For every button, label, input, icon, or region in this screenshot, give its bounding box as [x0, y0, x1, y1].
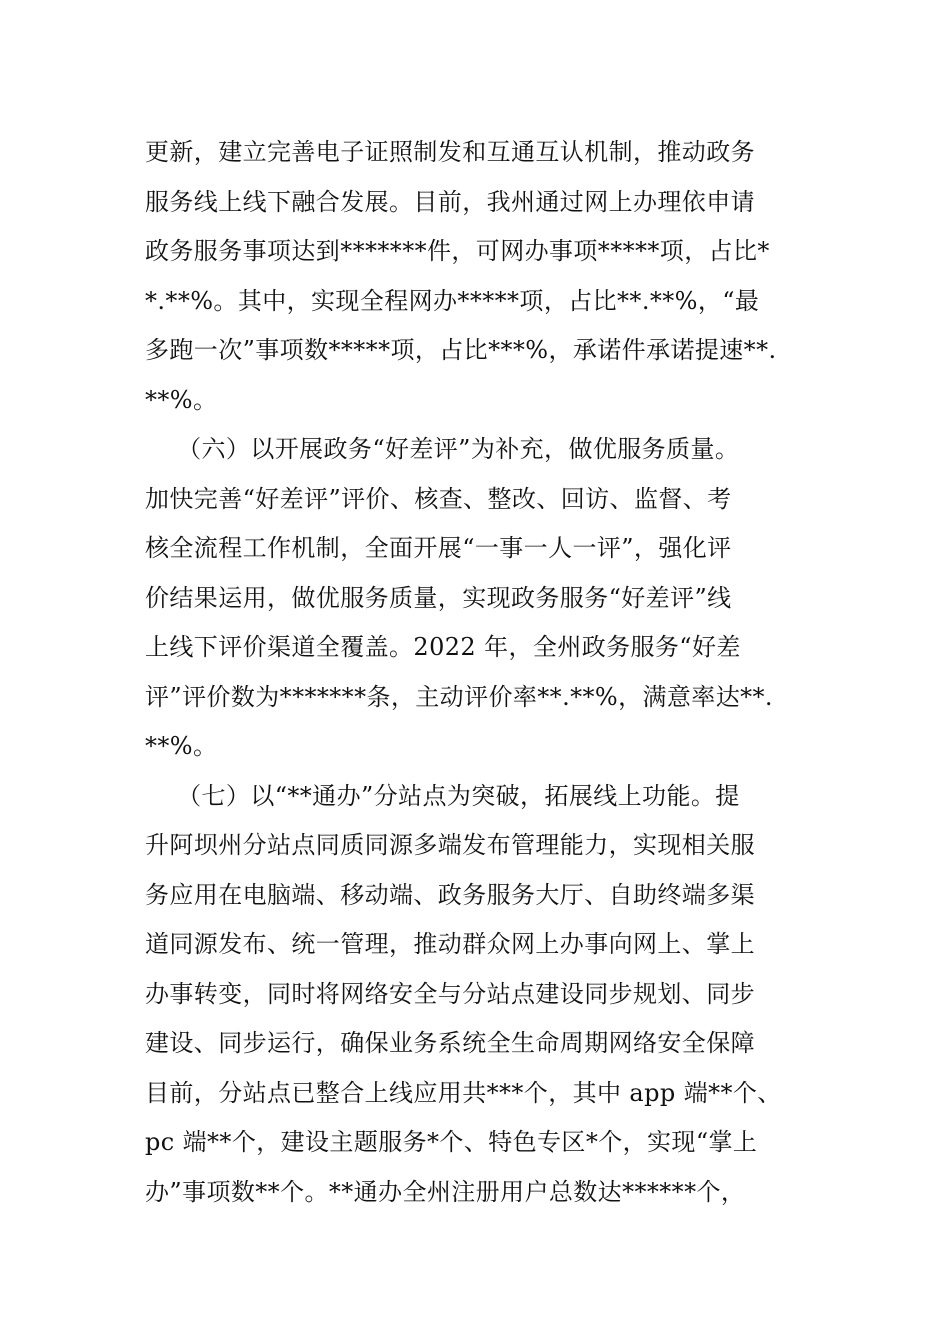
text-line: 上线下评价渠道全覆盖。2022 年，全州政务服务“好差 — [145, 633, 741, 661]
text-line: **%。 — [145, 385, 218, 414]
text-line: 办事转变，同时将网络安全与分站点建设同步规划、同步 — [145, 979, 755, 1008]
text-line: 建设、同步运行，确保业务系统全生命周期网络安全保障 — [145, 1029, 755, 1057]
text-line: 核全流程工作机制，全面开展“一事一人一评”，强化评 — [145, 534, 732, 562]
text-line: 政务服务事项达到*******件，可网办事项*****项，占比* — [145, 237, 770, 265]
text-line: 更新，建立完善电子证照制发和互通互认机制，推动政务 — [145, 138, 755, 166]
text-line: 升阿坝州分站点同质同源多端发布管理能力，实现相关服 — [145, 831, 755, 859]
text-line: 多跑一次”事项数*****项，占比***%，承诺件承诺提速**. — [145, 336, 777, 364]
text-line: 评”评价数为*******条，主动评价率**.**%，满意率达**. — [145, 682, 773, 711]
text-line: **%。 — [145, 732, 218, 760]
text-line: 价结果运用，做优服务质量，实现政务服务“好差评”线 — [145, 583, 732, 612]
text-line: 办”事项数**个。**通办全州注册用户总数达******个， — [145, 1177, 746, 1206]
text-line: 务应用在电脑端、移动端、政务服务大厅、自助终端多渠 — [145, 880, 755, 909]
text-line: 道同源发布、统一管理，推动群众网上办事向网上、掌上 — [145, 930, 755, 958]
text-line: *.**%。其中，实现全程网办*****项，占比**.**%，“最 — [145, 286, 760, 315]
section-heading-line: （六）以开展政务“好差评”为补充，做优服务质量。 — [145, 435, 740, 463]
text-line: pc 端**个，建设主题服务*个、特色专区*个，实现“掌上 — [145, 1128, 758, 1156]
document-body — [145, 128, 825, 1217]
section-heading-line: （七）以“**通办”分站点为突破，拓展线上功能。提 — [145, 781, 740, 810]
text-line: 服务线上线下融合发展。目前，我州通过网上办理依申请 — [145, 187, 755, 216]
text-line: 目前，分站点已整合上线应用共***个，其中 app 端**个、 — [145, 1078, 782, 1107]
text-line: 加快完善“好差评”评价、核查、整改、回访、监督、考 — [145, 484, 732, 513]
